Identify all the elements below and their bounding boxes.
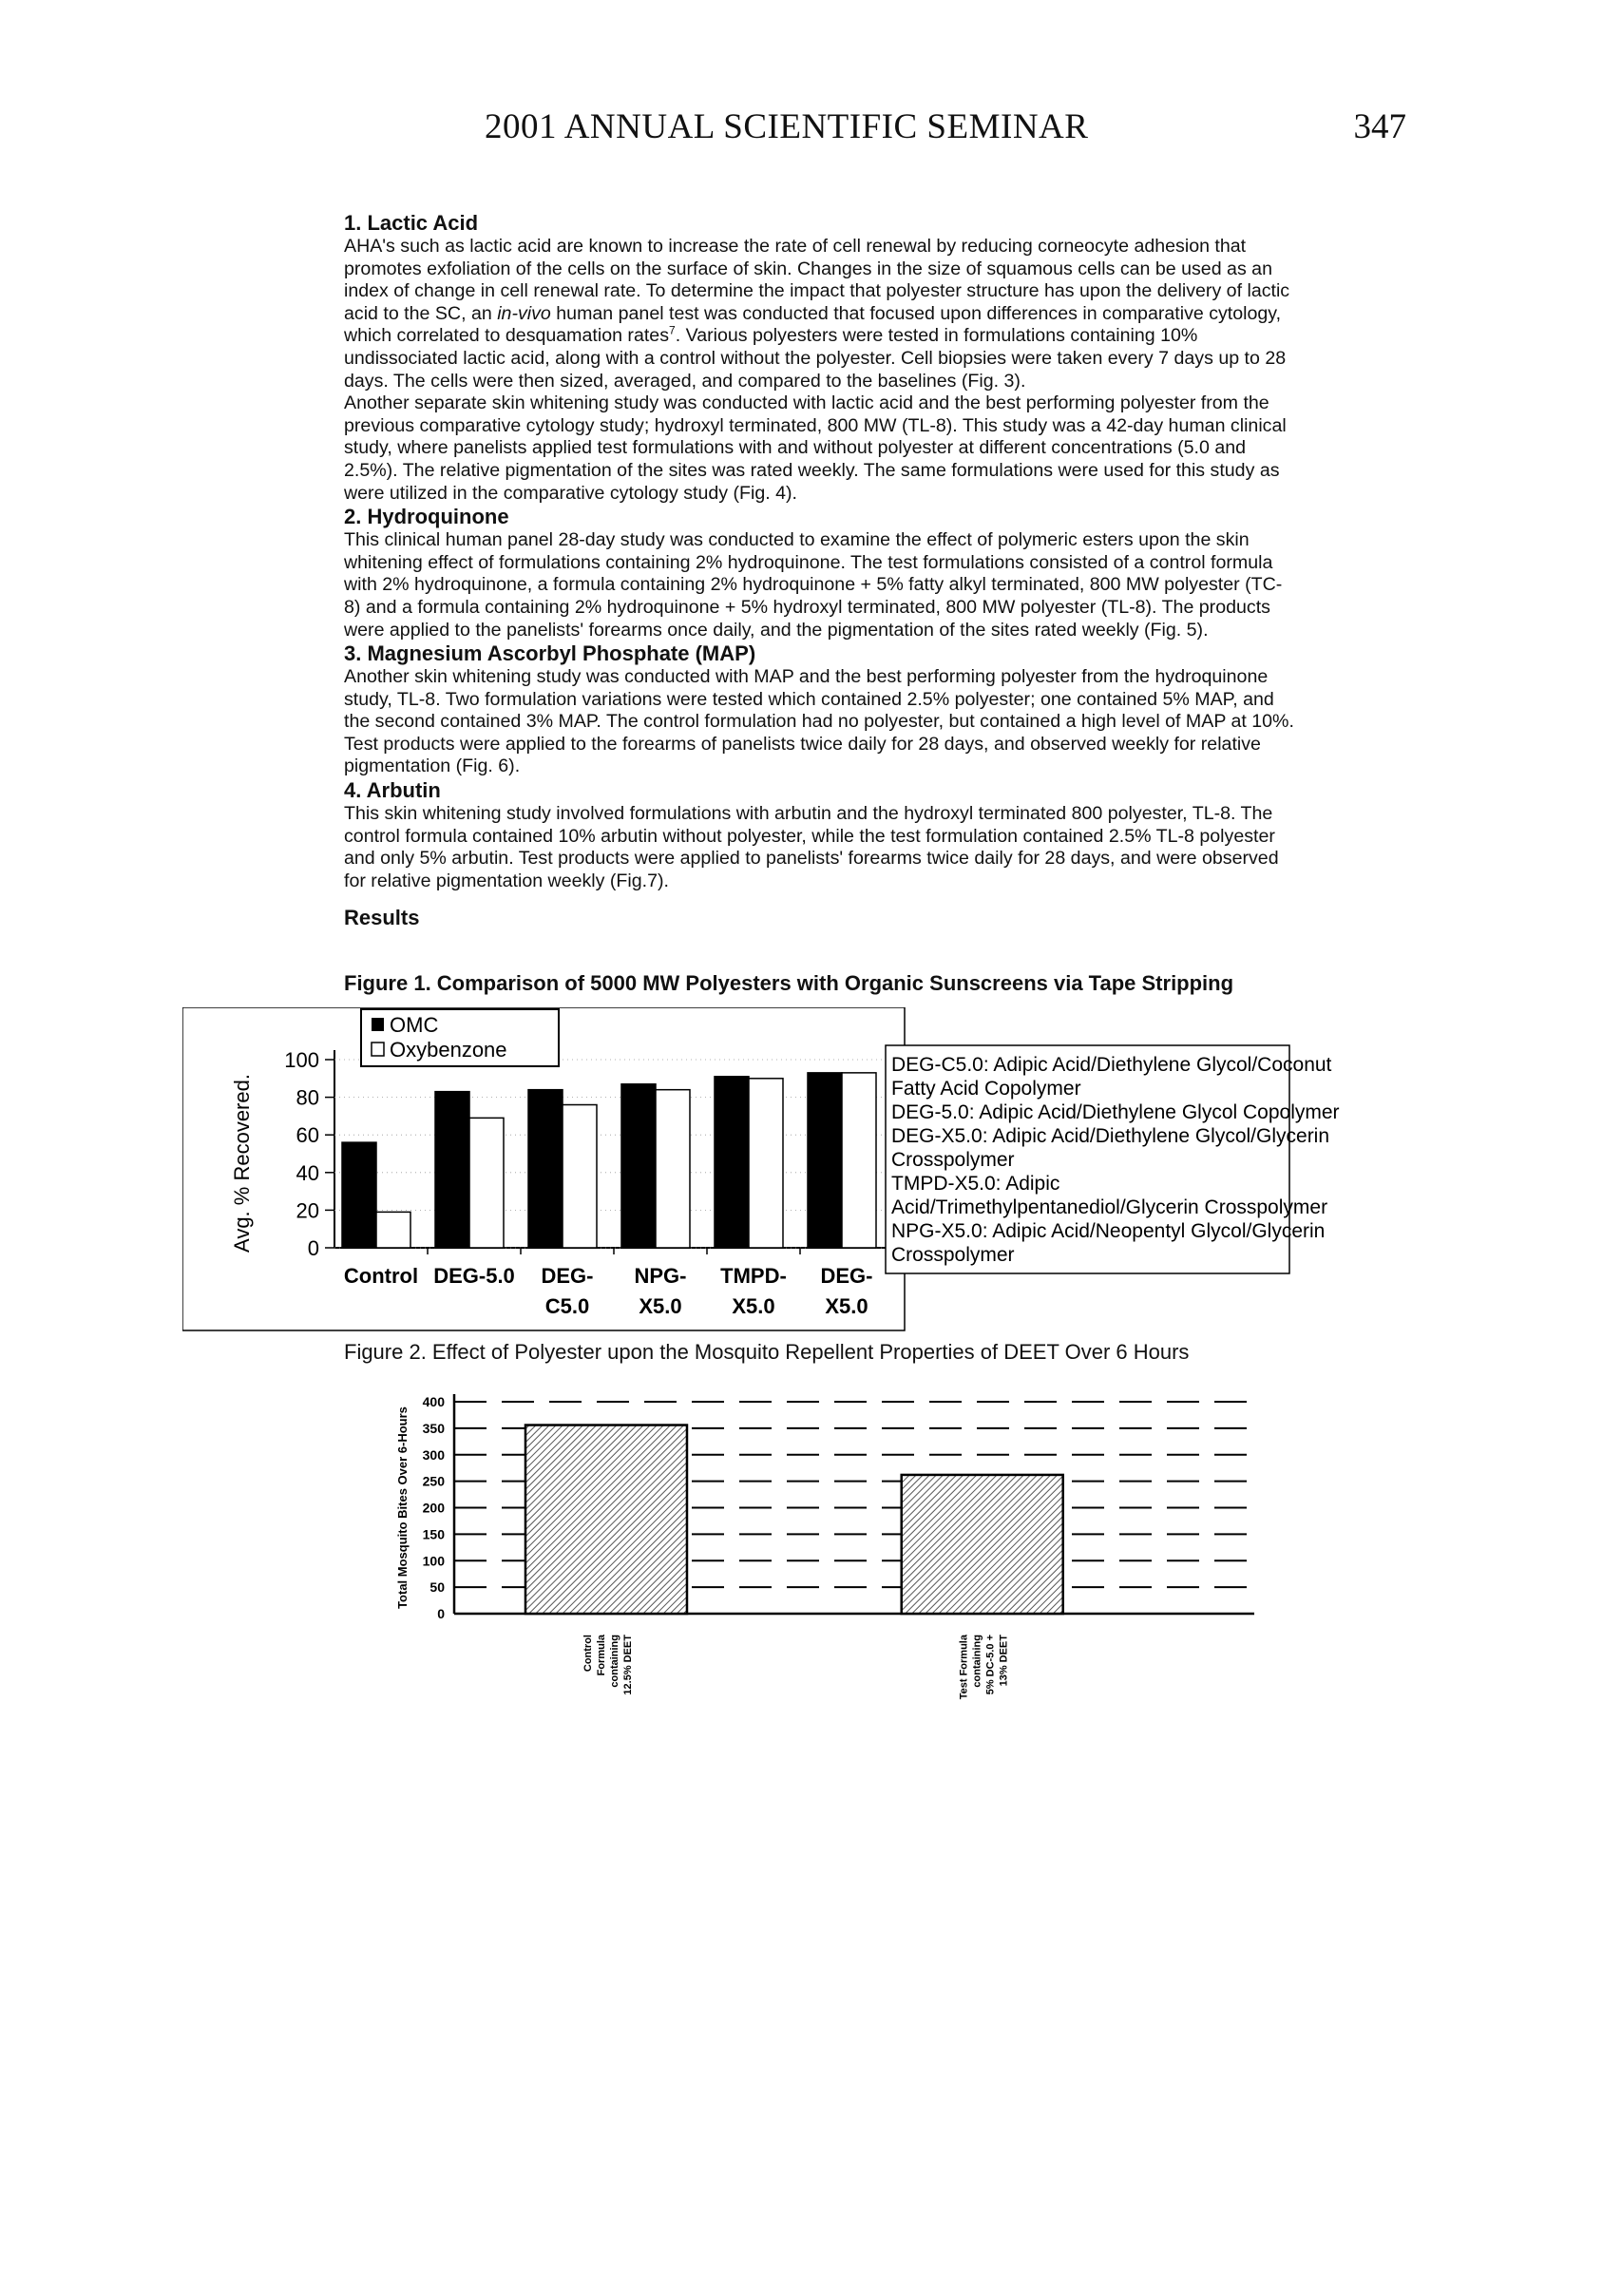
- figure1-x-tick-label-line2: X5.0: [639, 1294, 682, 1318]
- paragraph-arbutin: This skin whitening study involved formulations with arbutin and the hydroxyl terminated 800 polyester, TL-8. The control formula contained 10% arbutin without polyester, while the test formulation contained 2.5% TL-8 polyester and only 5% arbutin. Test products were applied to panelists' forearms twice daily for 28 days, and were observed for relative pigmentation weekly (Fig.7).: [344, 803, 1279, 891]
- figure1-key-line: DEG-5.0: Adipic Acid/Diethylene Glycol Copolymer: [891, 1101, 1340, 1123]
- figure1-y-tick-label: 0: [307, 1236, 319, 1260]
- figure1-key-line: Crosspolymer: [891, 1149, 1015, 1171]
- legend-label-omc: OMC: [390, 1013, 439, 1037]
- figure2-chart: [390, 1383, 1264, 1701]
- figure2-x-tick-label: 12.5% DEET: [621, 1635, 634, 1695]
- page-header: [361, 106, 1406, 163]
- figure2-y-axis-label: Total Mosquito Bites Over 6-Hours: [395, 1406, 410, 1609]
- legend-label-oxybenzone: Oxybenzone: [390, 1038, 507, 1062]
- figure2-y-tick-label: 200: [422, 1500, 445, 1516]
- running-title: 2001 ANNUAL SCIENTIFIC SEMINAR: [485, 107, 1089, 146]
- figure1-bar-omc-5: [715, 1077, 749, 1248]
- figure2-x-tick-label: 13% DEET: [998, 1635, 1010, 1687]
- figure1-caption: Figure 1. Comparison of 5000 MW Polyesters with Organic Sunscreens via Tape Stripping: [344, 971, 1234, 995]
- figure2-x-tick-label: containing: [971, 1635, 983, 1688]
- section-heading-arbutin: 4. Arbutin: [344, 778, 441, 803]
- results-heading: Results: [344, 906, 420, 930]
- legend-swatch-oxybenzone: [372, 1043, 384, 1056]
- section-heading-map: 3. Magnesium Ascorbyl Phosphate (MAP): [344, 641, 756, 666]
- figure2-y-tick-label: 50: [429, 1579, 445, 1596]
- figure1-y-tick-label: 80: [296, 1085, 319, 1110]
- figure1-bar-oxybenzone-4: [656, 1090, 690, 1248]
- figure1-y-axis-label: Avg. % Recovered.: [230, 1074, 254, 1253]
- figure1-key-line: DEG-X5.0: Adipic Acid/Diethylene Glycol/Glycerin: [891, 1125, 1330, 1147]
- figure1-bar-omc-6: [808, 1073, 842, 1248]
- paragraph-lactic-1: AHA's such as lactic acid are known to increase the rate of cell renewal by reducing corneocyte adhesion that promotes exfoliation of the cells on the surface of skin. Changes in the size of squamous cells can be used as an index of change in cell renewal rate. To determine the impact that polyester structure has upon the delivery of lactic acid to the SC, an in-vivo human panel test was conducted that focused upon differences in comparative cytology, which correlated to desquamation rates$^7$. Various polyesters were tested in formulations containing 10% undissociated lactic acid, along with a control without the polyester. Cell biopsies were taken every 7 days up to 28 days. The cells were then sized, averaged, and compared to the baselines (Fig. 3).: [344, 236, 1290, 392]
- figure1-bar-omc-3: [528, 1090, 563, 1248]
- legend-swatch-omc: [372, 1018, 384, 1031]
- paragraph-map: Another skin whitening study was conducted with MAP and the best performing polyester from the hydroquinone study, TL-8. Two formulation variations were tested which contained 2.5% polyester; one contained 5% MAP, and the second contained 3% MAP. The control formulation had no polyester, but contained a high level of MAP at 10%. Test products were applied to the forearms of panelists twice daily for 28 days, and observed weekly for relative pigmentation (Fig. 6).: [344, 666, 1294, 777]
- figure1-x-tick-label: DEG-5.0: [433, 1264, 515, 1288]
- figure1-y-tick-label: 40: [296, 1160, 319, 1185]
- figure2-x-tick-label: Formula: [595, 1635, 607, 1676]
- section-heading-hydroquinone: 2. Hydroquinone: [344, 505, 509, 529]
- figure1-bar-oxybenzone-6: [842, 1073, 876, 1248]
- figure1-y-tick-label: 100: [284, 1048, 319, 1072]
- figure2-y-tick-label: 0: [437, 1606, 445, 1621]
- figure2-y-tick-label: 150: [422, 1526, 445, 1542]
- figure1-chart: [182, 1007, 1403, 1349]
- figure1-y-tick-label: 20: [296, 1198, 319, 1223]
- figure1-key-line: TMPD-X5.0: Adipic: [891, 1173, 1060, 1195]
- figure1-x-tick-label: DEG-: [541, 1264, 594, 1288]
- figure2-y-tick-label: 350: [422, 1420, 445, 1436]
- figure1-key-line: NPG-X5.0: Adipic Acid/Neopentyl Glycol/Glycerin: [891, 1220, 1326, 1242]
- figure1-key-line: DEG-C5.0: Adipic Acid/Diethylene Glycol/Coconut: [891, 1054, 1332, 1076]
- figure2-y-tick-label: 400: [422, 1394, 445, 1409]
- figure1-x-tick-label-line2: C5.0: [544, 1294, 590, 1318]
- figure1-x-tick-label: DEG-: [820, 1264, 873, 1288]
- figure2-x-tick-label: containing: [608, 1635, 620, 1688]
- figure2-y-tick-label: 300: [422, 1446, 445, 1463]
- figure1-x-tick-label-line2: X5.0: [732, 1294, 775, 1318]
- figure1-bar-omc-4: [621, 1084, 656, 1248]
- figure2-x-tick-label: 5% DC-5.0 +: [984, 1635, 997, 1695]
- paragraph-lactic-2: Another separate skin whitening study was conducted with lactic acid and the best performing polyester from the previous comparative cytology study; hydroxyl terminated, 800 MW (TL-8). This study was a 42-day human clinical study, where panelists applied test formulations with and without polyester at different concentrations (5.0 and 2.5%). The relative pigmentation of the sites was rated weekly. The same formulations were used for this study as were utilized in the comparative cytology study (Fig. 4).: [344, 392, 1287, 504]
- figure1-y-tick-label: 60: [296, 1123, 319, 1148]
- figure1-bar-oxybenzone-1: [376, 1212, 410, 1248]
- figure1-x-tick-label: NPG-: [634, 1264, 687, 1288]
- figure2-bar-2: [902, 1475, 1063, 1614]
- figure1-key-line: Crosspolymer: [891, 1244, 1015, 1266]
- figure2-x-tick-label: Test Formula: [958, 1635, 970, 1700]
- figure1-x-tick-label-line2: X5.0: [825, 1294, 868, 1318]
- figure1-x-tick-label: Control: [343, 1264, 419, 1288]
- figure1-bar-omc-1: [342, 1142, 376, 1248]
- figure2-caption: Figure 2. Effect of Polyester upon the Mosquito Repellent Properties of DEET Over 6 Hours: [344, 1340, 1190, 1364]
- figure1-key-line: Fatty Acid Copolymer: [891, 1078, 1081, 1100]
- figure2-y-tick-label: 100: [422, 1553, 445, 1569]
- figure2-x-tick-label: Control: [582, 1635, 594, 1673]
- figure1-x-tick-label: TMPD-: [720, 1264, 787, 1288]
- paragraph-hydroquinone: This clinical human panel 28-day study was conducted to examine the effect of polymeric esters upon the skin whitening effect of formulations containing 2% hydroquinone. The test formulations consisted of a control formula with 2% hydroquinone, a formula containing 2% hydroquinone + 5% fatty alkyl terminated, 800 MW polyester (TC-8) and a formula containing 2% hydroquinone + 5% hydroxyl terminated, 800 MW polyester (TL-8). The products were applied to the panelists' forearms once daily, and the pigmentation of the sites rated weekly (Fig. 5).: [344, 529, 1283, 641]
- figure1-bar-oxybenzone-2: [469, 1118, 504, 1248]
- page-number: 347: [1353, 107, 1406, 146]
- figure1-bar-oxybenzone-3: [563, 1105, 597, 1248]
- figure1-bar-oxybenzone-5: [749, 1079, 783, 1248]
- figure2-bar-1: [525, 1425, 687, 1614]
- section-heading-lactic: 1. Lactic Acid: [344, 211, 479, 235]
- figure1-key-line: Acid/Trimethylpentanediol/Glycerin Crosspolymer: [891, 1196, 1328, 1218]
- body-text: [344, 211, 1294, 930]
- figure2-y-tick-label: 250: [422, 1473, 445, 1489]
- figure1-bar-omc-2: [435, 1092, 469, 1248]
